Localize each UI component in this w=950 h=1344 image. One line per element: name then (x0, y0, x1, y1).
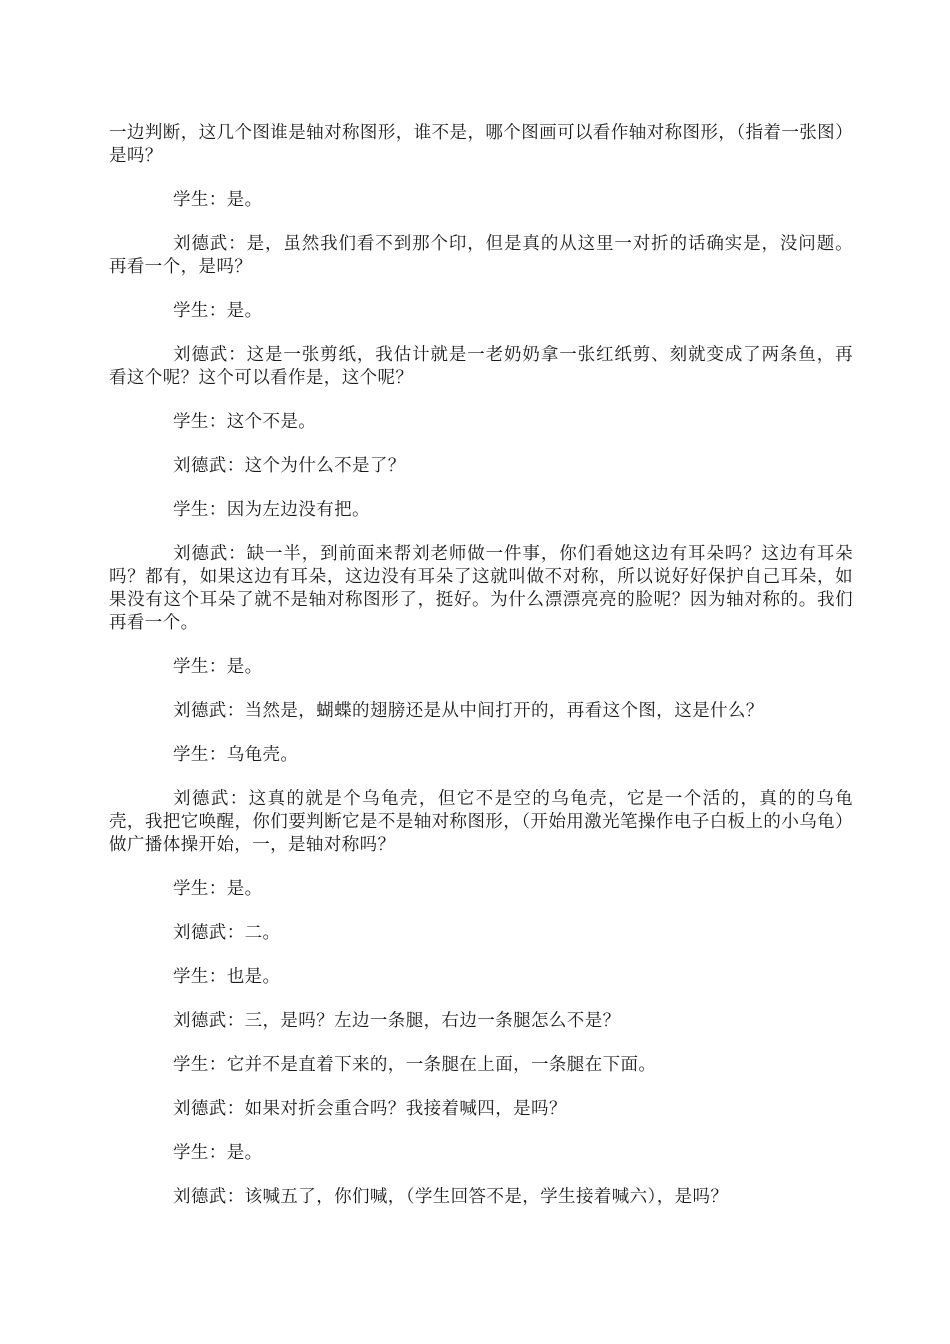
paragraph: 刘德武：是，虽然我们看不到那个印，但是真的从这里一对折的话确实是，没问题。再看一个，是吗？ (109, 234, 853, 277)
paragraph: 学生：是。 (173, 879, 263, 899)
paragraph: 学生：也是。 (173, 967, 281, 987)
paragraph: 学生：是。 (173, 657, 263, 677)
paragraph: 学生：是。 (173, 301, 263, 321)
paragraph: 学生：因为左边没有把。 (173, 500, 370, 520)
paragraph: 刘德武：三，是吗？左边一条腿，右边一条腿怎么不是？ (173, 1011, 621, 1031)
paragraph: 学生：是。 (173, 190, 263, 210)
paragraph: 刘德武：这是一张剪纸，我估计就是一老奶奶拿一张红纸剪、刻就变成了两条鱼，再看这个呢？这个可以看作是，这个呢？ (109, 345, 853, 388)
paragraph: 刘德武：如果对折会重合吗？我接着喊四，是吗？ (173, 1099, 567, 1119)
transcript-body (109, 122, 853, 1230)
paragraph: 一边判断，这几个图谁是轴对称图形，谁不是，哪个图画可以看作轴对称图形，（指着一张图）是吗？ (109, 123, 853, 166)
paragraph: 刘德武：这个为什么不是了？ (173, 456, 406, 476)
paragraph: 学生：这个不是。 (173, 412, 317, 432)
paragraph: 刘德武：这真的就是个乌龟壳，但它不是空的乌龟壳，它是一个活的，真的的乌龟壳，我把它唤醒，你们要判断它是不是轴对称图形，（开始用激光笔操作电子白板上的小乌龟）做广播体操开始，一，是轴对称吗？ (109, 789, 853, 855)
paragraph: 刘德武：缺一半，到前面来帮刘老师做一件事，你们看她这边有耳朵吗？这边有耳朵吗？都有，如果这边有耳朵，这边没有耳朵了这就叫做不对称，所以说好好保护自己耳朵，如果没有这个耳朵了就不是轴对称图形了，挺好。为什么漂漂亮亮的脸呢？因为轴对称的。我们再看一个。 (109, 544, 853, 633)
paragraph: 刘德武：该喊五了，你们喊，（学生回答不是，学生接着喊六），是吗？ (173, 1187, 729, 1207)
paragraph: 学生：它并不是直着下来的，一条腿在上面，一条腿在下面。 (173, 1055, 657, 1075)
paragraph: 学生：是。 (173, 1143, 263, 1163)
paragraph: 学生：乌龟壳。 (173, 745, 299, 765)
paragraph: 刘德武：二。 (173, 923, 281, 943)
paragraph: 刘德武：当然是，蝴蝶的翅膀还是从中间打开的，再看这个图，这是什么？ (173, 701, 764, 721)
